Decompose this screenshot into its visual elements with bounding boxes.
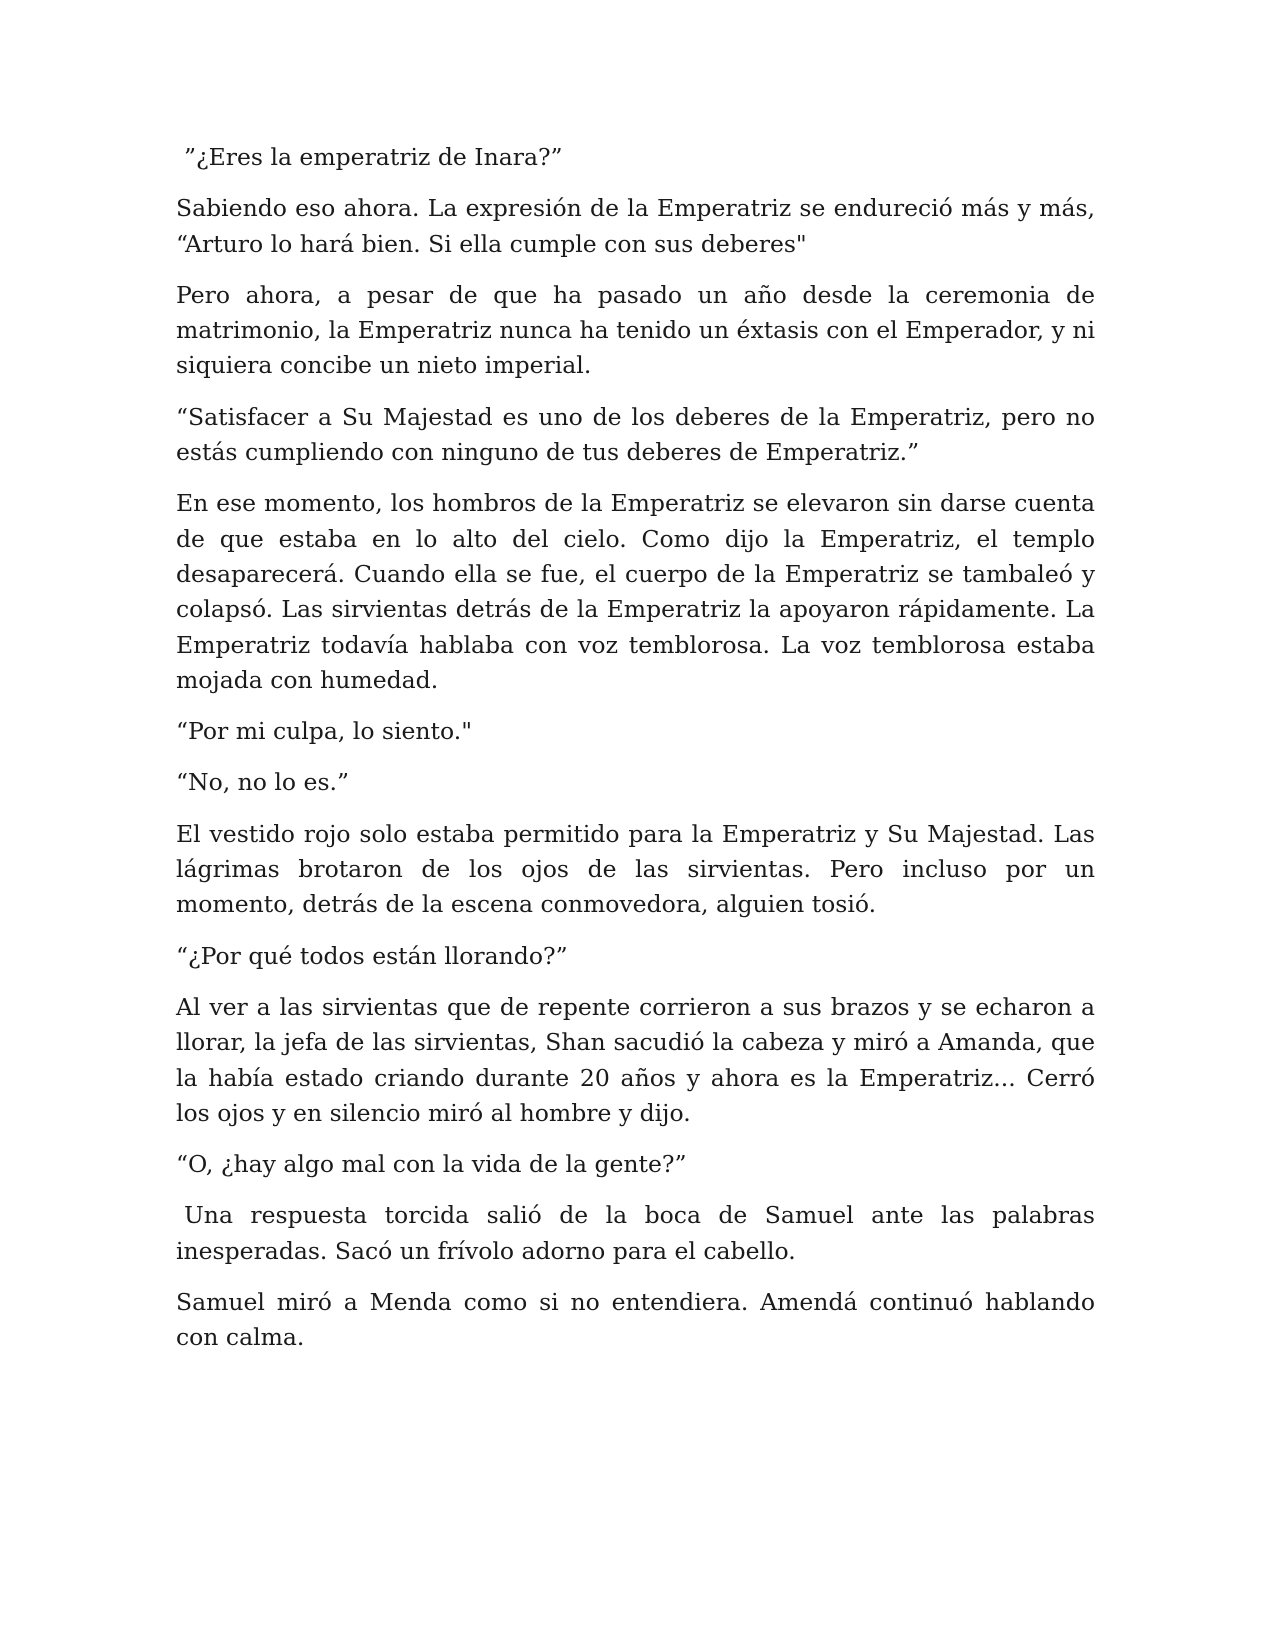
paragraph-6: “Por mi culpa, lo siento." bbox=[176, 717, 473, 746]
paragraph-13: Samuel miró a Menda como si no entendiera. Amendá continuó hablando con calma. bbox=[176, 1288, 1095, 1352]
paragraph-7: “No, no lo es.” bbox=[176, 768, 350, 797]
paragraph-4: “Satisfacer a Su Majestad es uno de los deberes de la Emperatriz, pero no estás cumpliendo con ninguno de tus deberes de Emperatriz.” bbox=[176, 402, 1095, 467]
paragraph-3: Pero ahora, a pesar de que ha pasado un año desde la ceremonia de matrimonio, la Emperatriz nunca ha tenido un éxtasis con el Emperador, y ni siquiera concibe un nieto imperial. bbox=[176, 280, 1095, 380]
body-text bbox=[176, 140, 1095, 1372]
paragraph-12: Una respuesta torcida salió de la boca de Samuel ante las palabras inesperadas. Sacó un frívolo adorno para el cabello. bbox=[176, 1201, 1095, 1265]
paragraph-5: En ese momento, los hombros de la Emperatriz se elevaron sin darse cuenta de que estaba en lo alto del cielo. Como dijo la Emperatriz, el templo desaparecerá. Cuando ella se fue, el cuerpo de la Emperatriz se tambaleó y colapsó. Las sirvientas detrás de la Emperatriz la apoyaron rápidamente. La Emperatriz todavía hablaba con voz temblorosa. La voz temblorosa estaba mojada con humedad. bbox=[176, 489, 1095, 694]
paragraph-9: “¿Por qué todos están llorando?” bbox=[176, 941, 568, 970]
paragraph-2: Sabiendo eso ahora. La expresión de la Emperatriz se endureció más y más, “Arturo lo hará bien. Si ella cumple con sus deberes" bbox=[176, 194, 1095, 258]
paragraph-1: ”¿Eres la emperatriz de Inara?” bbox=[184, 143, 563, 171]
paragraph-8: El vestido rojo solo estaba permitido para la Emperatriz y Su Majestad. Las lágrimas brotaron de los ojos de las sirvientas. Pero incluso por un momento, detrás de la escena conmovedora, alguien tosió. bbox=[176, 819, 1095, 919]
paragraph-11: “O, ¿hay algo mal con la vida de la gente?” bbox=[176, 1150, 687, 1179]
paragraph-10: Al ver a las sirvientas que de repente corrieron a sus brazos y se echaron a llorar, la jefa de las sirvientas, Shan sacudió la cabeza y miró a Amanda, que la había estado criando durante 20 años y ahora es la Emperatriz... Cerró los ojos y en silencio miró al hombre y dijo. bbox=[176, 992, 1095, 1127]
